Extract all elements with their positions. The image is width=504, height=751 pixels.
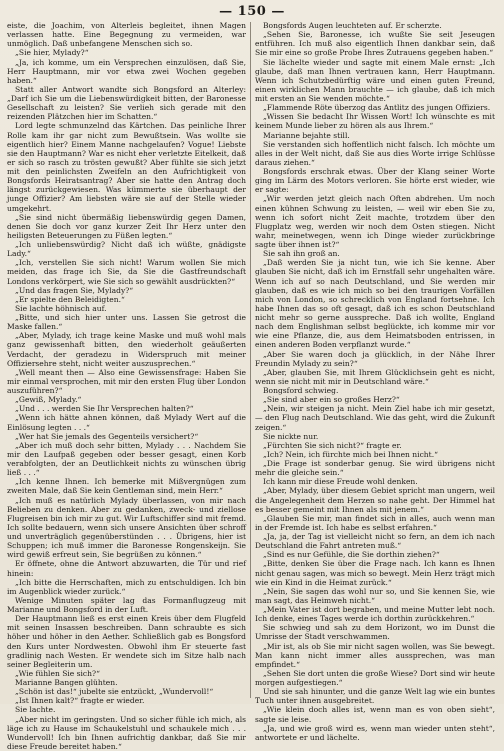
paragraph: „Aber, Mylady, über diesem Gebiet spricht man ungern, weil die Angelegenheit dem Herzen so nahe geht. Der Himmel hat es besser gemeint mit Ihnen als mit jenem.“: [255, 486, 495, 513]
paragraph: Sie schwieg und sah zu dem Horizont, wo im Dunst die Umrisse der Stadt verschwammen.: [255, 623, 495, 641]
paragraph: „Und . . . werden Sie Ihr Versprechen halten?“: [7, 404, 246, 413]
paragraph: Bongsfords Augen leuchteten auf. Er scherzte.: [255, 21, 495, 30]
paragraph: Wenige Minuten später lag das Formanflugzeug mit Marianne und Bongsford in der Luft.: [7, 596, 246, 614]
paragraph: „Sehen Sie, Baronesse, ich wußte Sie seit Jeseugen entführen. Ich muß also eigentlich Ihnen dankbar sein, daß Sie mir eine so große Probe Ihres Zutrauens gegeben haben.“: [255, 30, 495, 57]
paragraph: Er öffnete, ohne die Antwort abzuwarten, die Tür und rief hinein:: [7, 559, 246, 577]
paragraph: „Gewiß, Mylady.“: [7, 395, 246, 404]
paragraph: „Er spielte den Beleidigten.“: [7, 295, 246, 304]
paragraph: „Aber ich muß doch sehr bitten, Mylady . . . Nachdem Sie mir den Laufpaß gegeben oder besser gesagt, einen Korb verabfolgten, der an Deutlichkeit nichts zu wünschen übrig ließ . . .“: [7, 441, 246, 478]
paragraph: „Fürchten Sie sich nicht?“ fragte er.: [255, 441, 495, 450]
paragraph: Bongsfords erschrak etwas. Über der Klang seiner Worte ging im Lärm des Motors verloren. Sie hörte erst wieder, wie er sagte:: [255, 167, 495, 194]
paragraph: Sie lachte höhnisch auf.: [7, 304, 246, 313]
paragraph: „Nein, wir steigen ja nicht. Mein Ziel habe ich mir gesetzt, — den Flug nach Deutschland. Wie das geht, wird die Zukunft zeigen.“: [255, 404, 495, 431]
column-divider: [250, 22, 251, 698]
paragraph: „Ja, und wie groß wird es, wenn man wieder unten steht“, antwortete er und lächelte.: [255, 724, 495, 742]
paragraph: „Bitte, und sich hier unter uns. Lassen Sie getrost die Maske fallen.“: [7, 313, 246, 331]
paragraph: „Ich muß es natürlich Mylady überlassen, von mir nach Belieben zu denken. Aber zu gedanken, zweck- und ziellose Flugreisen bin ich mir zu gut. Wir Luftschiffer sind mit fremd. Ich sollte bedauern, wenn sich unsere Ansichten über schroff und unverträglich gegenüberstünden . . . Übrigens, hier ist Schuppen; ich muß immer die Baronesse Rongenskeijn. Sie wird gewiß erfreut sein, Sie begrüßen zu können.“: [7, 496, 246, 560]
paragraph: „Wie fühlen Sie sich?“: [7, 669, 246, 678]
paragraph: Lord legte schmunzelnd das Kärtchen. Das peinliche Ihrer Rolle kam ihr gar nicht zum Bewußtsein. Was wollte sie eigentlich hier? Einem Manne nachgelaufen? Vogue! Liebste sie den Hauptmann? War es nicht eher verletzte Eitelkeit, daß er sich so rasch zu trösten gewußt? Aber fühlte sie sich jetzt mit den peinlichsten Zweifeln an den Aufrichtigkeit von Bongsfords Heiratsantrag? Aber sie hatte den Antrag doch längst zurückgewiesen. Was kümmerte sie überhaupt der junge Offizier? Am liebsten wäre sie auf der Stelle wieder umgekehrt.: [7, 121, 246, 212]
paragraph: Der Hauptmann ließ es erst einen Kreis über dem Flugfeld mit seinen Insassen beschreiben. Dann schraubte es sich höher und höher in den Aether. Schließlich gab es Bongsford den Kurs unter Nordwesten. Obwohl ihm Er steuerte fast gradlinig nach Westen. Er wendete sich im Sitze halb nach seiner Begleiterin um.: [7, 614, 246, 669]
left-text-column: [7, 21, 246, 700]
paragraph: Marianne bejahte still.: [255, 131, 495, 140]
paragraph: „Ist Ihnen kalt?“ fragte er wieder.: [7, 696, 246, 705]
paragraph: „Sie sind aber ein so großes Herz?“: [255, 395, 495, 404]
paragraph: „Sie sind nicht übermäßig liebenswürdig gegen Damen, denen Sie doch vor ganz kurzer Zeit Ihr Herz unter den heiligsten Beteuerungen zu Füßen legten.“: [7, 213, 246, 240]
paragraph: „Nein, Sie sagen das wohl nur so, und Sie kennen Sie, wie man sagt, das Heimweh nicht.“: [255, 587, 495, 605]
paragraph: „Sind es nur Gefühle, die Sie dorthin ziehen?“: [255, 550, 495, 559]
paragraph: Sie verstanden sich hoffentlich nicht falsch. Ich möchte um alles in der Welt nicht, daß Sie aus dies Worte irrige Schlüsse daraus ziehen.“: [255, 140, 495, 167]
paragraph: Sie nickte nur.: [255, 432, 495, 441]
paragraph: Marianne Bangen glühten.: [7, 678, 246, 687]
paragraph: „Wer hat Sie jemals des Gegenteils versichert?“: [7, 432, 246, 441]
paragraph: „Die Frage ist sonderbar genug. Sie wird übrigens nicht mehr die gleiche sein.“: [255, 459, 495, 477]
paragraph: „Ja, ich komme, um ein Versprechen einzulösen, daß Sie, Herr Hauptmann, mir vor etwa zwei Wochen gegeben haben.“: [7, 58, 246, 85]
paragraph: „Ich kenne Ihnen. Ich bemerke mit Mißvergnügen zum zweiten Male, daß Sie kein Gentleman sind, mein Herr.“: [7, 477, 246, 495]
paragraph: Sie lachte.: [7, 705, 246, 714]
paragraph: Sie lächelte wieder und sagte mit einem Male ernst: „Ich glaube, daß man Ihnen vertrauen kann, Herr Hauptmann. Wenn ich Schutzbedürftig wäre und einen guten Freund, einen wirklichen Mann brauchte — ich glaube, daß ich mich mit ersten an Sie wenden möchte.“: [255, 58, 495, 104]
paragraph: „Aber, Mylady, ich trage keine Maske und muß wohl mals ganz gewissenhaft bitten, den wiederholt geäußerten Verdacht, der geradezu in Widerspruch mit meiner Offiziersehre steht, nicht weiter auszusprechen.“: [7, 331, 246, 368]
paragraph: „Ich unliebenswürdig? Nicht daß ich wüßte, gnädigste Lady.“: [7, 240, 246, 258]
paragraph: „Well meant then — Also eine Gewissensfrage: Haben Sie mir einmal versprochen, mit mir den ersten Flug über London auszuführen?“: [7, 368, 246, 395]
paragraph: „Sie hier, Mylady?“: [7, 48, 246, 57]
paragraph: eiste, die Joachim, von Alterleis begleitet, ihnen Magen verlassen hatte. Eine Begegnung zu vermeiden, war unmöglich. Daß unbefangene Menschen sich so.: [7, 21, 246, 48]
paragraph: „Ich, verstellen Sie sich nicht! Warum wollen Sie mich meiden, das frage ich Sie, da Sie die Gastfreundschaft Londons verkörpert, wie Sie sich so gewählt ausdrückten?“: [7, 258, 246, 285]
paragraph: „Mir ist, als ob Sie mir nicht sagen wollen, was Sie bewegt. Man kann nicht immer alles aussprechen, was man empfindet.“: [255, 642, 495, 669]
right-text-column: [255, 21, 495, 700]
paragraph: „Wie klein doch alles ist, wenn man es von oben sieht“, sagte sie leise.: [255, 705, 495, 723]
paragraph: „Wissen Sie bedacht Ihr Wissen Wort! Ich wünschte es mit keinem Munde lieber zu hören als aus Ihrem.“: [255, 112, 495, 130]
paragraph: Sie sah ihn groß an.: [255, 249, 495, 258]
paragraph: „Und das fragen Sie, Mylady?“: [7, 286, 246, 295]
paragraph: „Flammende Röte überzog das Antlitz des jungen Offiziers.: [255, 103, 495, 112]
paragraph: „Aber nicht im geringsten. Und so sicher fühle ich mich, als läge ich zu Hause im Schaukelstuhl und schaukele mich . . . Wundervoll! Ich bin Ihnen aufrichtig dankbar, daß Sie mir diese Freude bereitet haben.“: [7, 715, 246, 751]
paragraph: „Daß werden Sie ja nicht tun, wie ich Sie kenne. Aber glauben Sie nicht, daß ich im Ernstfall sehr ungehalten wäre. Wenn ich auf so nach Deutschland, und Sie werden mir glauben, daß es wie ich mich so bei den traurigen Vorfällen mich von London, so schrecklich von England fortsehne. Ich habe Ihnen das so oft gesagt, daß ich es schon Deutschland nicht mehr so gerne ausspreche. Daß ich wollte, England nach dem Englishman selbst beglückte, ich komme mir vor wie eine Pflanze, die, aus dem Heimatsboden entrissen, in einen anderen Boden verpflanzt wurde.“: [255, 258, 495, 349]
paragraph: Ich kann mir diese Freude wohl denken.: [255, 477, 495, 486]
paragraph: „Aber Sie waren doch ja glücklich, in der Nähe Ihrer Freundin Mylady zu sein?“: [255, 350, 495, 368]
paragraph: „Aber, glauben Sie, mit Ihrem Glücklichsein geht es nicht, wenn sie nicht mit mir in Deutschland wäre.“: [255, 368, 495, 386]
paragraph: Statt aller Antwort wandte sich Bongsford an Alterley: „Darf ich Sie um die Liebenswürdigkeit bitten, der Baronesse Gesellschaft zu leisten? Sie verlieh sich gerade mit den reizenden Plätzchen hier im Schatten.“: [7, 85, 246, 122]
paragraph: „Ich bitte die Herrschaften, mich zu entschuldigen. Ich bin im Augenblick wieder zurück.“: [7, 578, 246, 596]
paragraph: „Mein Vater ist dort begraben, und meine Mutter lebt noch. Ich denke, eines Tages werde ich dorthin zurückkehren.“: [255, 605, 495, 623]
paragraph: „Ich? Nein, ich fürchte mich bei Ihnen nicht.“: [255, 450, 495, 459]
paragraph: „Wenn ich hätte ahnen können, daß Mylady Wert auf die Einlösung legten . . .“: [7, 413, 246, 431]
paragraph: „Bitte, denken Sie über die Frage nach. Ich kann es Ihnen nicht genau sagen, was mich so bewegt. Mein Herz trägt mich wie ein Kind in die Heimat zurück.“: [255, 559, 495, 586]
paragraph: Und sie sah hinunter, und die ganze Welt lag wie ein buntes Tuch unter ihnen ausgebreitet.: [255, 687, 495, 705]
paragraph: „Sehen Sie dort unten die große Wiese? Dort sind wir heute morgen aufgestiegen.“: [255, 669, 495, 687]
page-number: — 150 —: [0, 4, 504, 19]
paragraph: „Glauben Sie mir, man findet sich in alles, auch wenn man in der Fremde ist. Ich habe es selbst erfahren.“: [255, 514, 495, 532]
paragraph: Bongsford schwieg.: [255, 386, 495, 395]
paragraph: „Ja, ja, der Tag ist vielleicht nicht so fern, an dem ich nach Deutschland die Fahrt antreten muß.“: [255, 532, 495, 550]
paragraph: „Schön ist das!“ jubelte sie entzückt, „Wundervoll!“: [7, 687, 246, 696]
paragraph: „Wir werden jetzt gleich nach Often abdrehen. Um noch einen kühnen Schwung zu leisten, — weil wir eben Sie zu, wenn ich sofort nicht Zeit machte, trotzdem über den Flugplatz weg, werden wir noch dem Osten stiegen. Nicht wahr, meinetwegen, wenn ich Dinge wieder zurückbringe sagte über ihnen ist?“: [255, 194, 495, 249]
